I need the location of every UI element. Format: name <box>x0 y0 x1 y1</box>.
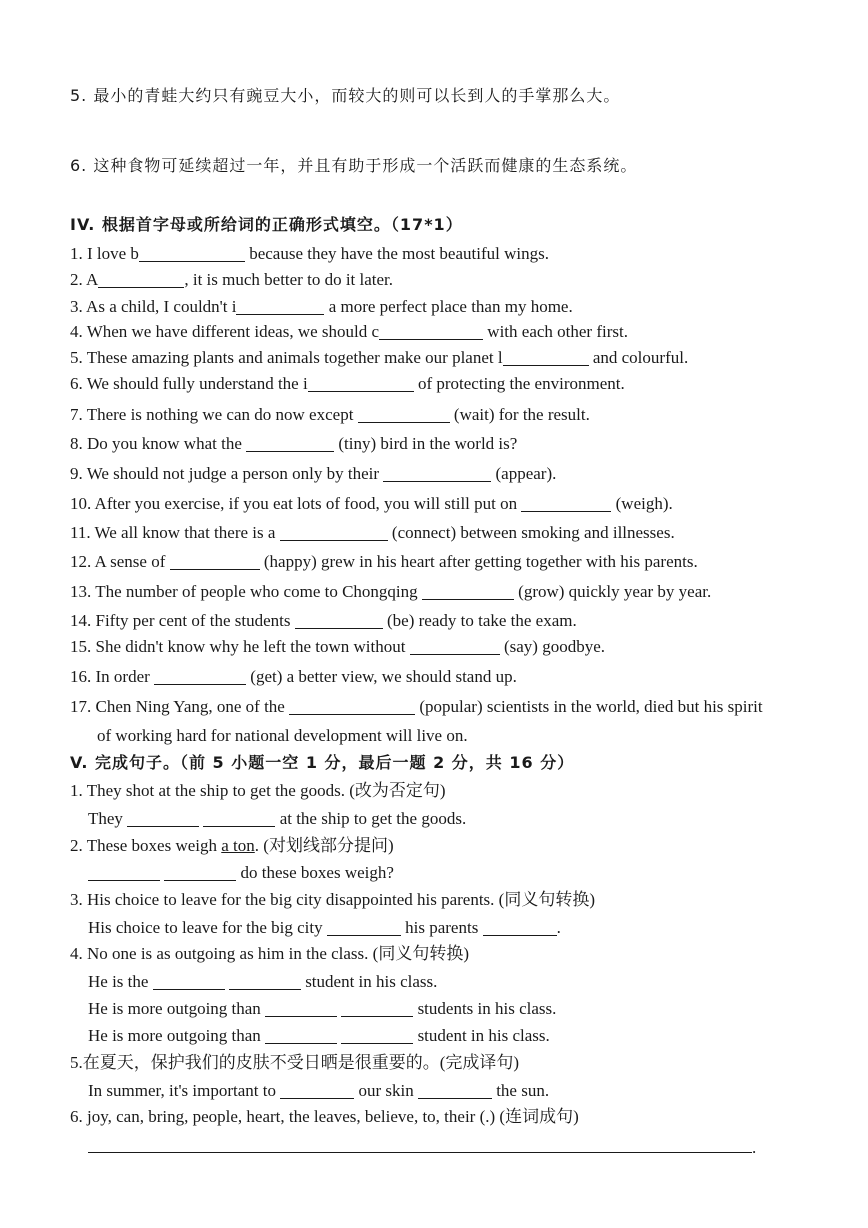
answer-blank[interactable] <box>327 919 401 936</box>
answer-blank[interactable] <box>88 864 160 881</box>
s5-q5-answer: In summer, it's important to our skin the sun. <box>88 1081 550 1100</box>
answer-blank[interactable] <box>503 349 589 366</box>
s4-item-14: 14. Fifty per cent of the students (be) ready to take the exam. <box>70 611 577 630</box>
answer-blank[interactable] <box>265 1027 337 1044</box>
s4-item-7: 7. There is nothing we can do now except (wait) for the result. <box>70 405 590 424</box>
s4-item-11: 11. We all know that there is a (connect) between smoking and illnesses. <box>70 523 675 542</box>
section-5-title: V. 完成句子。（前 5 小题一空 1 分，最后一题 2 分，共 16 分） <box>70 753 575 772</box>
s4-item-3: 3. As a child, I couldn't i a more perfect place than my home. <box>70 297 573 316</box>
answer-blank[interactable] <box>280 1082 354 1099</box>
answer-blank[interactable] <box>379 323 483 340</box>
answer-blank[interactable] <box>229 973 301 990</box>
s4-item-12: 12. A sense of (happy) grew in his heart after getting together with his parents. <box>70 552 698 571</box>
answer-blank[interactable] <box>341 1000 413 1017</box>
s5-q4-answer-a: He is the student in his class. <box>88 972 438 991</box>
answer-blank[interactable] <box>265 1000 337 1017</box>
s5-q2-answer: do these boxes weigh? <box>88 864 394 881</box>
s5-q4-answer-c: He is more outgoing than student in his class. <box>88 1026 550 1045</box>
s4-item-1: 1. I love b because they have the most beautiful wings. <box>70 244 549 263</box>
answer-blank[interactable] <box>383 465 491 482</box>
answer-blank[interactable] <box>280 524 388 541</box>
s5-q3-answer: His choice to leave for the big city his parents . <box>88 918 561 937</box>
answer-blank[interactable] <box>170 553 260 570</box>
s5-q5: 5.在夏天，保护我们的皮肤不受日晒是很重要的。(完成译句) <box>70 1053 520 1072</box>
s4-item-9: 9. We should not judge a person only by their (appear). <box>70 464 557 483</box>
answer-blank[interactable] <box>236 298 324 315</box>
s5-q1: 1. They shot at the ship to get the goods. (改为否定句) <box>70 781 446 800</box>
answer-blank[interactable] <box>410 638 500 655</box>
s4-item-4: 4. When we have different ideas, we should c with each other first. <box>70 322 628 341</box>
s4-item-5: 5. These amazing plants and animals together make our planet l and colourful. <box>70 348 689 367</box>
translate-item-6: 6. 这种食物可延续超过一年，并且有助于形成一个活跃而健康的生态系统。 <box>70 156 638 175</box>
s5-q6-answer-line[interactable] <box>88 1152 752 1153</box>
answer-blank[interactable] <box>139 245 245 262</box>
answer-blank[interactable] <box>418 1082 492 1099</box>
s5-q4: 4. No one is as outgoing as him in the class. (同义句转换) <box>70 944 469 963</box>
s4-item-15: 15. She didn't know why he left the town without (say) goodbye. <box>70 637 606 656</box>
s5-q6: 6. joy, can, bring, people, heart, the leaves, believe, to, their (.) (连词成句) <box>70 1107 579 1126</box>
answer-blank[interactable] <box>483 919 557 936</box>
s5-q6-period: . <box>752 1138 757 1157</box>
s5-q3: 3. His choice to leave for the big city disappointed his parents. (同义句转换) <box>70 890 595 909</box>
s5-q1-answer: They at the ship to get the goods. <box>88 809 467 828</box>
answer-blank[interactable] <box>246 435 334 452</box>
answer-blank[interactable] <box>289 698 415 715</box>
s5-q2: 2. These boxes weigh a ton. (对划线部分提问) <box>70 836 394 855</box>
section-4-title: IV. 根据首字母或所给词的正确形式填空。（17*1） <box>70 215 463 234</box>
answer-blank[interactable] <box>98 271 184 288</box>
s5-q4-answer-b: He is more outgoing than students in his class. <box>88 999 557 1018</box>
s4-item-6: 6. We should fully understand the i of protecting the environment. <box>70 374 625 393</box>
s4-item-8: 8. Do you know what the (tiny) bird in the world is? <box>70 434 518 453</box>
s4-item-17-continued: of working hard for national development will live on. <box>97 726 468 745</box>
s4-item-16: 16. In order (get) a better view, we should stand up. <box>70 667 517 686</box>
answer-blank[interactable] <box>358 406 450 423</box>
s4-item-10: 10. After you exercise, if you eat lots of food, you will still put on (weigh). <box>70 494 673 513</box>
answer-blank[interactable] <box>154 668 246 685</box>
answer-blank[interactable] <box>153 973 225 990</box>
s4-item-2: 2. A , it is much better to do it later. <box>70 270 394 289</box>
answer-blank[interactable] <box>341 1027 413 1044</box>
answer-blank[interactable] <box>521 495 611 512</box>
answer-blank[interactable] <box>203 810 275 827</box>
translate-item-5: 5. 最小的青蛙大约只有豌豆大小，而较大的则可以长到人的手掌那么大。 <box>70 86 621 105</box>
answer-blank[interactable] <box>422 583 514 600</box>
answer-blank[interactable] <box>308 375 414 392</box>
underlined-phrase: a ton <box>221 836 255 855</box>
s4-item-13: 13. The number of people who come to Chongqing (grow) quickly year by year. <box>70 582 712 601</box>
s4-item-17: 17. Chen Ning Yang, one of the (popular) scientists in the world, died but his spirit <box>70 697 763 716</box>
answer-blank[interactable] <box>127 810 199 827</box>
answer-blank[interactable] <box>164 864 236 881</box>
answer-blank[interactable] <box>295 612 383 629</box>
